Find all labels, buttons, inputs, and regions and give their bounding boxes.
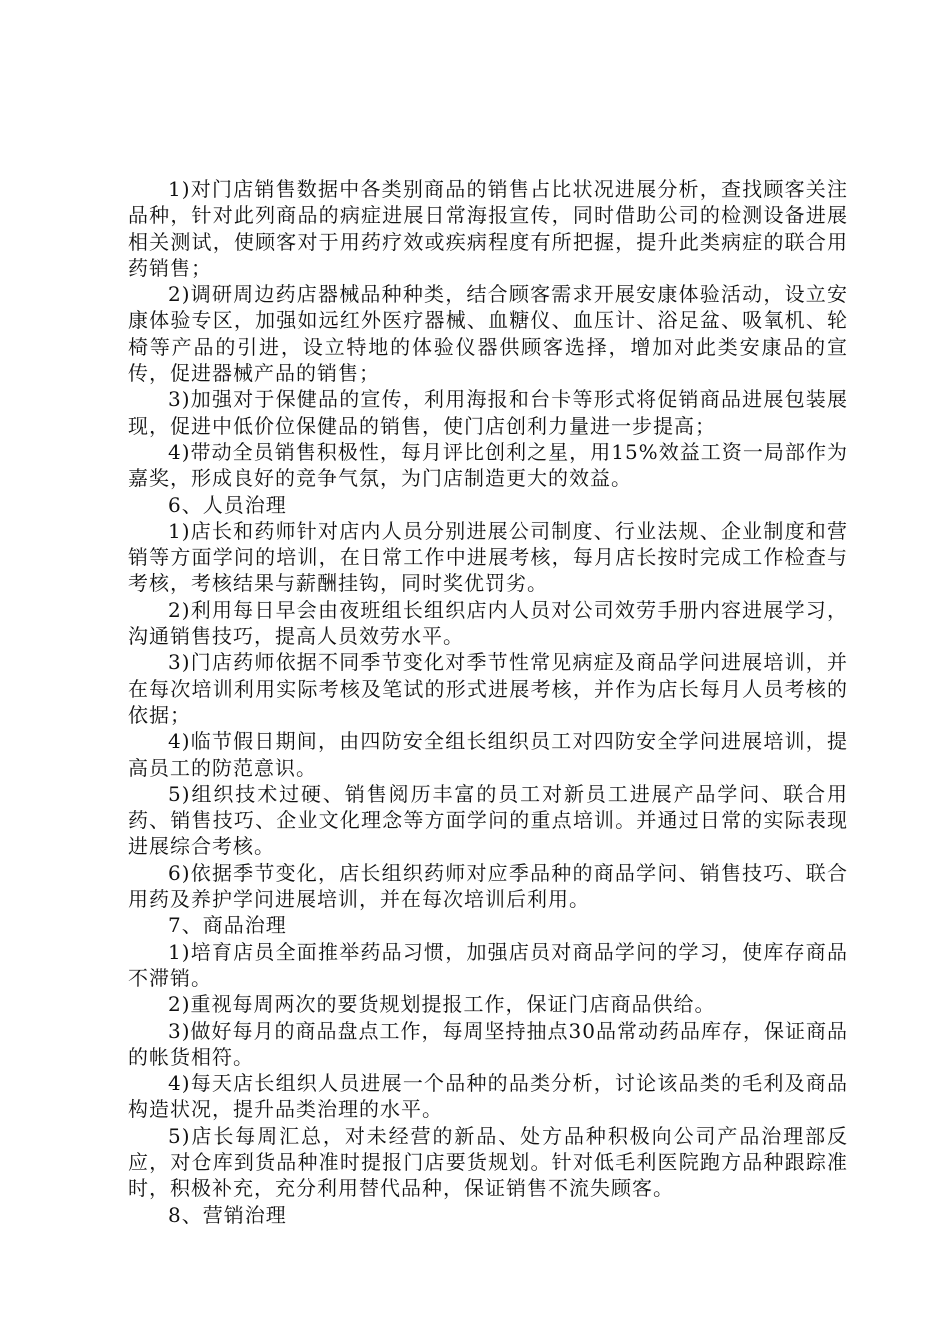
paragraph-goods-3: 3)做好每月的商品盘点工作，每周坚持抽点30品常动药品库存，保证商品的帐货相符。 <box>128 1018 848 1069</box>
paragraph-personnel-4: 4)临节假日期间，由四防安全组长组织员工对四防安全学问进展培训，提高员工的防范意识。 <box>128 729 848 780</box>
section-heading-personnel: 6、人员治理 <box>168 492 287 517</box>
paragraph-goods-2: 2)重视每周两次的要货规划提报工作，保证门店商品供给。 <box>168 992 716 1017</box>
section-heading-marketing: 8、营销治理 <box>168 1202 287 1227</box>
paragraph-goods-4: 4)每天店长组织人员进展一个品种的品类分析，讨论该品类的毛利及商品构造状况，提升品类治理的水平。 <box>128 1071 848 1122</box>
paragraph-personnel-5: 5)组织技术过硬、销售阅历丰富的员工对新员工进展产品学问、联合用药、销售技巧、企业文化理念等方面学问的重点培训。并通过日常的实际表现进展综合考核。 <box>128 781 848 859</box>
paragraph-personnel-3: 3)门店药师依据不同季节变化对季节性常见病症及商品学问进展培训，并在每次培训利用实际考核及笔试的形式进展考核，并作为店长每月人员考核的依据； <box>128 650 848 727</box>
paragraph-sales-1: 1)对门店销售数据中各类别商品的销售占比状况进展分析，查找顾客关注品种，针对此列商品的病症进展日常海报宣传，同时借助公司的检测设备进展相关测试，使顾客对于用药疗效或疾病程度有所把握，提升此类病症的联合用药销售； <box>128 177 848 280</box>
document-body <box>128 176 848 1228</box>
section-heading-goods: 7、商品治理 <box>168 913 287 938</box>
paragraph-sales-4: 4)带动全员销售积极性，每月评比创利之星，用15%效益工资一局部作为嘉奖，形成良好的竞争气氛，为门店制造更大的效益。 <box>128 439 848 491</box>
paragraph-sales-2: 2)调研周边药店器械品种种类，结合顾客需求开展安康体验活动，设立安康体验专区，加强如远红外医疗器械、血糖仪、血压计、浴足盆、吸氧机、轮椅等产品的引进，设立特地的体验仪器供顾客选择，增加对此类安康品的宣传，促进器械产品的销售； <box>128 282 848 386</box>
paragraph-personnel-6: 6)依据季节变化，店长组织药师对应季品种的商品学问、销售技巧、联合用药及养护学问进展培训，并在每次培训后利用。 <box>128 860 848 912</box>
paragraph-personnel-1: 1)店长和药师针对店内人员分别进展公司制度、行业法规、企业制度和营销等方面学问的培训，在日常工作中进展考核，每月店长按时完成工作检查与考核，考核结果与薪酬挂钩，同时奖优罚劣。 <box>128 518 848 596</box>
paragraph-personnel-2: 2)利用每日早会由夜班组长组织店内人员对公司效劳手册内容进展学习，沟通销售技巧，提高人员效劳水平。 <box>128 597 848 649</box>
paragraph-goods-5: 5)店长每周汇总，对未经营的新品、处方品种积极向公司产品治理部反应，对仓库到货品种准时提报门店要货规划。针对低毛利医院跑方品种跟踪准时，积极补充，充分利用替代品种，保证销售不流失顾客。 <box>128 1123 848 1201</box>
paragraph-goods-1: 1)培育店员全面推举药品习惯，加强店员对商品学问的学习，使库存商品不滞销。 <box>128 939 848 990</box>
paragraph-sales-3: 3)加强对于保健品的宣传，利用海报和台卡等形式将促销商品进展包装展现，促进中低价位保健品的销售，使门店创利力量进一步提高； <box>128 387 848 438</box>
